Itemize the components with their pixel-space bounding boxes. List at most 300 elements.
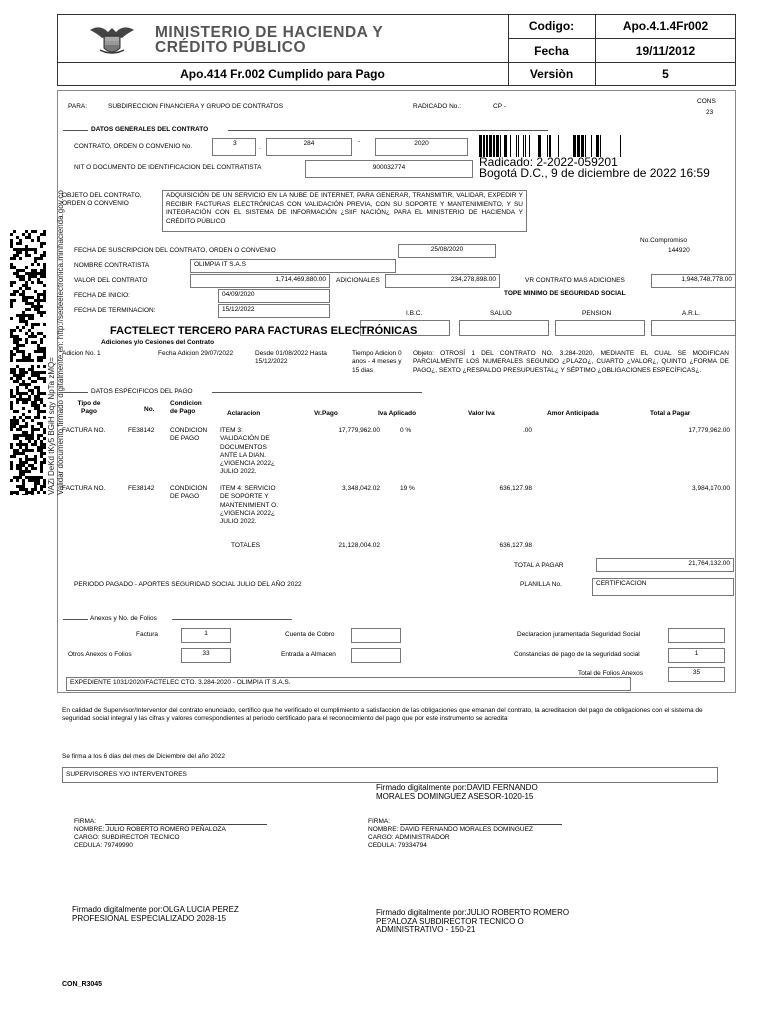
qr-module: [40, 254, 43, 257]
qr-module: [25, 470, 28, 473]
qr-module: [10, 404, 13, 407]
barcode-bar: [493, 135, 495, 157]
header-divider: [57, 62, 736, 63]
qr-module: [16, 449, 19, 452]
qr-module: [16, 326, 19, 329]
qr-module: [19, 428, 22, 431]
qr-module: [34, 407, 37, 410]
total-folios-value: 35: [668, 667, 725, 682]
qr-module: [22, 482, 25, 485]
qr-module: [22, 479, 25, 482]
qr-module: [13, 434, 16, 437]
qr-module: [19, 239, 22, 242]
qr-module: [40, 338, 43, 341]
qr-module: [43, 254, 46, 257]
col-aclaracion: Aclaracion: [227, 410, 261, 417]
qr-module: [28, 233, 31, 236]
nit-value: 900032774: [305, 160, 473, 178]
qr-module: [43, 410, 46, 413]
qr-module: [28, 302, 31, 305]
qr-module: [31, 239, 34, 242]
qr-module: [31, 272, 34, 275]
qr-module: [22, 356, 25, 359]
cons-value: 23: [706, 109, 714, 116]
qr-module: [10, 425, 13, 428]
qr-module: [43, 356, 46, 359]
qr-module: [10, 281, 13, 284]
qr-module: [25, 302, 28, 305]
qr-module: [43, 353, 46, 356]
qr-module: [13, 422, 16, 425]
qr-module: [19, 398, 22, 401]
qr-module: [22, 350, 25, 353]
qr-module: [34, 485, 37, 488]
qr-module: [16, 437, 19, 440]
qr-module: [22, 485, 25, 488]
qr-module: [31, 419, 34, 422]
qr-module: [43, 446, 46, 449]
qr-module: [37, 437, 40, 440]
qr-module: [25, 458, 28, 461]
qr-module: [16, 344, 19, 347]
qr-module: [19, 287, 22, 290]
qr-module: [31, 275, 34, 278]
qr-module: [19, 257, 22, 260]
qr-module: [28, 317, 31, 320]
qr-module: [19, 488, 22, 491]
qr-module: [43, 266, 46, 269]
constancias-value: 1: [668, 648, 725, 663]
qr-module: [22, 443, 25, 446]
qr-module: [40, 425, 43, 428]
qr-module: [22, 275, 25, 278]
qr-module: [37, 428, 40, 431]
qr-module: [19, 434, 22, 437]
qr-module: [28, 248, 31, 251]
qr-module: [13, 452, 16, 455]
qr-module: [25, 230, 28, 233]
qr-module: [37, 377, 40, 380]
qr-module: [10, 293, 13, 296]
qr-module: [28, 359, 31, 362]
qr-module: [43, 230, 46, 233]
qr-module: [28, 383, 31, 386]
col-condicion: Condicion de Pago: [170, 400, 202, 416]
qr-module: [22, 278, 25, 281]
arl-box: [651, 320, 736, 336]
qr-module: [16, 422, 19, 425]
qr-module: [40, 392, 43, 395]
qr-module: [40, 446, 43, 449]
qr-module: [16, 389, 19, 392]
total-pagar-label: TOTAL A PAGAR: [514, 562, 564, 569]
qr-module: [28, 335, 31, 338]
qr-module: [25, 422, 28, 425]
row2-aclaracion: ITEM 4: SERVICIO DE SOPORTE Y MANTENIMIENT O. ¿VIGENCIA 2022¿ JULIO 2022.: [220, 485, 279, 526]
qr-module: [34, 290, 37, 293]
qr-module: [40, 422, 43, 425]
qr-module: [28, 434, 31, 437]
qr-module: [22, 299, 25, 302]
qr-module: [13, 254, 16, 257]
qr-module: [37, 323, 40, 326]
qr-module: [43, 461, 46, 464]
digital-signature-julio: Firmado digitalmente por:JULIO ROBERTO ROMERO PE?ALOZA SUBDIRECTOR TECNICO O ADMINISTRATIVO - 150-21: [376, 908, 570, 934]
qr-module: [37, 449, 40, 452]
qr-module: [10, 242, 13, 245]
qr-module: [40, 434, 43, 437]
qr-module: [19, 461, 22, 464]
qr-module: [37, 236, 40, 239]
qr-module: [31, 467, 34, 470]
qr-module: [25, 332, 28, 335]
qr-module: [31, 317, 34, 320]
qr-module: [34, 305, 37, 308]
qr-module: [40, 341, 43, 344]
qr-module: [16, 464, 19, 467]
qr-module: [25, 266, 28, 269]
qr-module: [43, 272, 46, 275]
qr-module: [10, 239, 13, 242]
qr-module: [16, 491, 19, 494]
pago-section-title: DATOS ESPECIFICOS DEL PAGO: [91, 388, 193, 395]
barcode-bar: [500, 135, 501, 157]
qr-module: [43, 233, 46, 236]
qr-module: [16, 398, 19, 401]
vr-mas-adiciones-value: 1,948,748,778.00: [651, 274, 736, 288]
qr-module: [10, 479, 13, 482]
qr-module: [37, 302, 40, 305]
compromiso-label: No.Compromiso: [640, 237, 687, 244]
qr-module: [19, 416, 22, 419]
qr-module: [16, 254, 19, 257]
barcode-bar: [585, 135, 586, 157]
qr-module: [31, 464, 34, 467]
qr-module: [25, 383, 28, 386]
qr-module: [31, 431, 34, 434]
qr-module: [37, 482, 40, 485]
row1-tipo: FACTURA NO.: [62, 427, 106, 434]
qr-module: [10, 419, 13, 422]
qr-module: [37, 299, 40, 302]
qr-module: [22, 413, 25, 416]
qr-module: [31, 476, 34, 479]
cuenta-cobro-box: [351, 628, 401, 643]
qr-module: [37, 413, 40, 416]
qr-module: [13, 425, 16, 428]
qr-module: [34, 341, 37, 344]
codigo-value: Apo.4.1.4Fr002: [622, 19, 709, 33]
row1-total: 17,779,962.00: [688, 427, 730, 434]
qr-module: [22, 494, 25, 495]
qr-module: [34, 371, 37, 374]
qr-module: [34, 386, 37, 389]
adicionales-label: ADICIONALES: [336, 277, 380, 284]
factura-value: 1: [181, 628, 231, 643]
qr-module: [40, 371, 43, 374]
qr-module: [40, 488, 43, 491]
qr-module: [40, 269, 43, 272]
barcode-bar: [538, 135, 541, 157]
qr-module: [16, 386, 19, 389]
qr-module: [37, 434, 40, 437]
qr-module: [13, 455, 16, 458]
contrato-label: CONTRATO, ORDEN O CONVENIO No.: [74, 143, 193, 150]
qr-module: [16, 434, 19, 437]
radicado-label: RADICADO No.:: [413, 103, 462, 110]
qr-module: [31, 281, 34, 284]
barcode-bar: [486, 135, 488, 157]
digital-signature-david: Firmado digitalmente por:DAVID FERNANDO MORALES DOMINGUEZ ASESOR-1020-15: [376, 783, 538, 801]
qr-module: [43, 284, 46, 287]
qr-module: [34, 476, 37, 479]
qr-module: [16, 485, 19, 488]
barcode-bar: [577, 135, 580, 157]
qr-module: [13, 449, 16, 452]
qr-module: [34, 299, 37, 302]
verification-side-text: [56, 190, 65, 495]
qr-module: [25, 392, 28, 395]
qr-module: [19, 440, 22, 443]
contratista-value: OLIMPIA IT S.A.S: [190, 259, 396, 273]
qr-module: [28, 278, 31, 281]
qr-module: [34, 404, 37, 407]
adicionales-value: 234,278,898.00: [385, 274, 500, 288]
qr-module: [22, 311, 25, 314]
qr-module: [19, 377, 22, 380]
qr-module: [19, 338, 22, 341]
suscripcion-label: FECHA DE SUSCRIPCION DEL CONTRATO, ORDEN O CONVENIO: [74, 247, 276, 254]
qr-module: [37, 374, 40, 377]
qr-module: [13, 368, 16, 371]
qr-module: [10, 263, 13, 266]
qr-module: [19, 350, 22, 353]
qr-module: [37, 479, 40, 482]
qr-module: [22, 488, 25, 491]
qr-module: [37, 293, 40, 296]
qr-module: [16, 269, 19, 272]
qr-module: [16, 419, 19, 422]
qr-module: [34, 350, 37, 353]
cargo-left: CARGO: SUBDIRECTOR TECNICO: [74, 834, 180, 841]
qr-module: [19, 383, 22, 386]
qr-module: [40, 398, 43, 401]
qr-module: [22, 473, 25, 476]
footer-code: CON_R3045: [62, 981, 103, 988]
firma-label-right: FIRMA:: [368, 818, 391, 825]
qr-module: [25, 446, 28, 449]
row1-valor-iva: .00: [522, 427, 532, 434]
qr-module: [13, 380, 16, 383]
qr-module: [16, 467, 19, 470]
header-divider: [508, 38, 736, 39]
col-iva-aplicado: Iva Aplicado: [378, 410, 417, 417]
qr-module: [34, 440, 37, 443]
qr-module: [43, 269, 46, 272]
qr-module: [22, 359, 25, 362]
qr-module: [22, 380, 25, 383]
qr-module: [31, 488, 34, 491]
qr-module: [19, 467, 22, 470]
section-line: [172, 619, 292, 620]
qr-module: [13, 290, 16, 293]
adicion-objeto: Objeto: OTROSÍ 1 DEL CONTRATO NO. 3.284-2020, MEDIANTE EL CUAL SE MODIFICAN PARCIALMENTE LOS NUMERALES SEGUNDO ¿PLAZO¿, CUARTO ¿VALOR¿, QUINTO ¿FORMA DE PAGO¿, SEXTO ¿RESPALDO PRESUPUESTAL¿ Y SÉPTIMO ¿OBLIGACIONES ESPECÍFICAS¿.: [413, 350, 729, 374]
qr-module: [22, 398, 25, 401]
qr-module: [19, 317, 22, 320]
qr-module: [40, 440, 43, 443]
qr-module: [28, 449, 31, 452]
qr-module: [40, 314, 43, 317]
qr-module: [22, 233, 25, 236]
contrato-year: 2020: [375, 138, 468, 156]
qr-module: [31, 374, 34, 377]
qr-module: [43, 263, 46, 266]
qr-module: [37, 407, 40, 410]
qr-module: [31, 401, 34, 404]
side-verify-url: Validar documento firmado digitalmente en: http://sedeelectronica.minhacienda.gov.co: [56, 190, 65, 495]
salud-box: [459, 320, 549, 336]
qr-module: [22, 419, 25, 422]
qr-module: [13, 335, 16, 338]
ministry-name-line1: MINISTERIO DE HACIENDA Y: [155, 24, 384, 41]
qr-module: [34, 269, 37, 272]
qr-module: [28, 470, 31, 473]
radicado-stamp-line2: Bogotá D.C., 9 de diciembre de 2022 16:59: [479, 166, 710, 180]
barcode-bar: [518, 135, 519, 157]
qr-module: [22, 326, 25, 329]
qr-module: [43, 380, 46, 383]
qr-module: [37, 476, 40, 479]
qr-module: [37, 347, 40, 350]
qr-module: [37, 422, 40, 425]
total-pagar-value: 21,764,132.00: [596, 558, 734, 572]
qr-module: [19, 275, 22, 278]
barcode-bar: [591, 135, 592, 157]
coat-of-arms-logo: [88, 22, 136, 58]
qr-module: [25, 341, 28, 344]
qr-module: [40, 476, 43, 479]
qr-module: [22, 248, 25, 251]
vr-mas-adiciones-label: VR CONTRATO MAS ADICIONES: [525, 277, 625, 284]
cp-label: CP -: [493, 103, 506, 110]
qr-module: [34, 398, 37, 401]
qr-module: [19, 374, 22, 377]
qr-module: [25, 449, 28, 452]
qr-module: [10, 284, 13, 287]
qr-module: [25, 356, 28, 359]
fecha-inicio-label: FECHA DE INICIO:: [74, 292, 130, 299]
qr-module: [19, 344, 22, 347]
qr-module: [28, 287, 31, 290]
qr-module: [28, 437, 31, 440]
qr-module: [34, 230, 37, 233]
row2-vr-pago: 3,348,042.02: [342, 485, 380, 492]
qr-module: [25, 299, 28, 302]
cargo-right: CARGO: ADMINISTRADOR: [368, 834, 450, 841]
valor-contrato-label: VALOR DEL CONTRATO: [74, 277, 148, 284]
qr-module: [22, 449, 25, 452]
qr-module: [10, 407, 13, 410]
section-line: [228, 130, 548, 131]
qr-module: [34, 260, 37, 263]
col-vr-pago: Vr.Pago: [314, 410, 338, 417]
qr-module: [16, 365, 19, 368]
qr-module: [40, 470, 43, 473]
qr-module: [25, 314, 28, 317]
barcode-bar: [581, 135, 584, 157]
qr-module: [10, 335, 13, 338]
para-label: PARA:: [68, 103, 88, 110]
qr-module: [22, 470, 25, 473]
qr-module: [19, 320, 22, 323]
qr-module: [37, 389, 40, 392]
qr-module: [13, 371, 16, 374]
barcode-bar: [549, 135, 551, 157]
para-value: SUBDIRECCION FINANCIERA Y GRUPO DE CONTRATOS: [108, 103, 284, 110]
qr-module: [13, 248, 16, 251]
contratista-label: NOMBRE CONTRATISTA: [74, 262, 150, 269]
qr-module: [22, 269, 25, 272]
qr-module: [10, 317, 13, 320]
qr-module: [25, 248, 28, 251]
qr-module: [40, 272, 43, 275]
qr-module: [40, 305, 43, 308]
row1-no: FE38142: [128, 427, 155, 434]
qr-module: [37, 371, 40, 374]
qr-module: [25, 398, 28, 401]
qr-module: [10, 233, 13, 236]
datos-generales-title: DATOS GENERALES DEL CONTRATO: [91, 126, 209, 133]
qr-module: [25, 308, 28, 311]
qr-module: [16, 251, 19, 254]
qr-module: [22, 344, 25, 347]
qr-module: [25, 254, 28, 257]
qr-module: [28, 458, 31, 461]
qr-module: [16, 359, 19, 362]
qr-module: [37, 278, 40, 281]
qr-module: [31, 491, 34, 494]
qr-module: [13, 353, 16, 356]
qr-module: [25, 461, 28, 464]
ibc-label: I.B.C.: [406, 310, 423, 317]
qr-module: [25, 320, 28, 323]
nombre-right: NOMBRE: DAVID FERNANDO MORALES DOMINGUEZ: [368, 826, 533, 833]
qr-module: [22, 461, 25, 464]
barcode-bar: [510, 135, 511, 157]
qr-module: [34, 251, 37, 254]
qr-module: [10, 371, 13, 374]
qr-module: [34, 488, 37, 491]
declaracion-label: Declaracion juramentada Seguridad Social: [517, 631, 641, 638]
row1-condicion: CONDICION DE PAGO: [170, 427, 208, 443]
qr-module: [43, 431, 46, 434]
qr-module: [28, 314, 31, 317]
qr-module: [19, 425, 22, 428]
qr-module: [40, 443, 43, 446]
qr-module: [34, 248, 37, 251]
qr-module: [31, 428, 34, 431]
adicion-tiempo: Tiempo Adicion 0 anos - 4 meses y 15 dias: [352, 350, 402, 374]
qr-module: [28, 356, 31, 359]
qr-module: [43, 428, 46, 431]
declaracion-box: [668, 628, 725, 643]
qr-module: [25, 437, 28, 440]
pension-label: PENSION: [582, 310, 612, 317]
qr-module: [31, 302, 34, 305]
qr-module: [31, 359, 34, 362]
barcode-bar: [516, 135, 517, 157]
barcode-bar: [596, 135, 599, 157]
